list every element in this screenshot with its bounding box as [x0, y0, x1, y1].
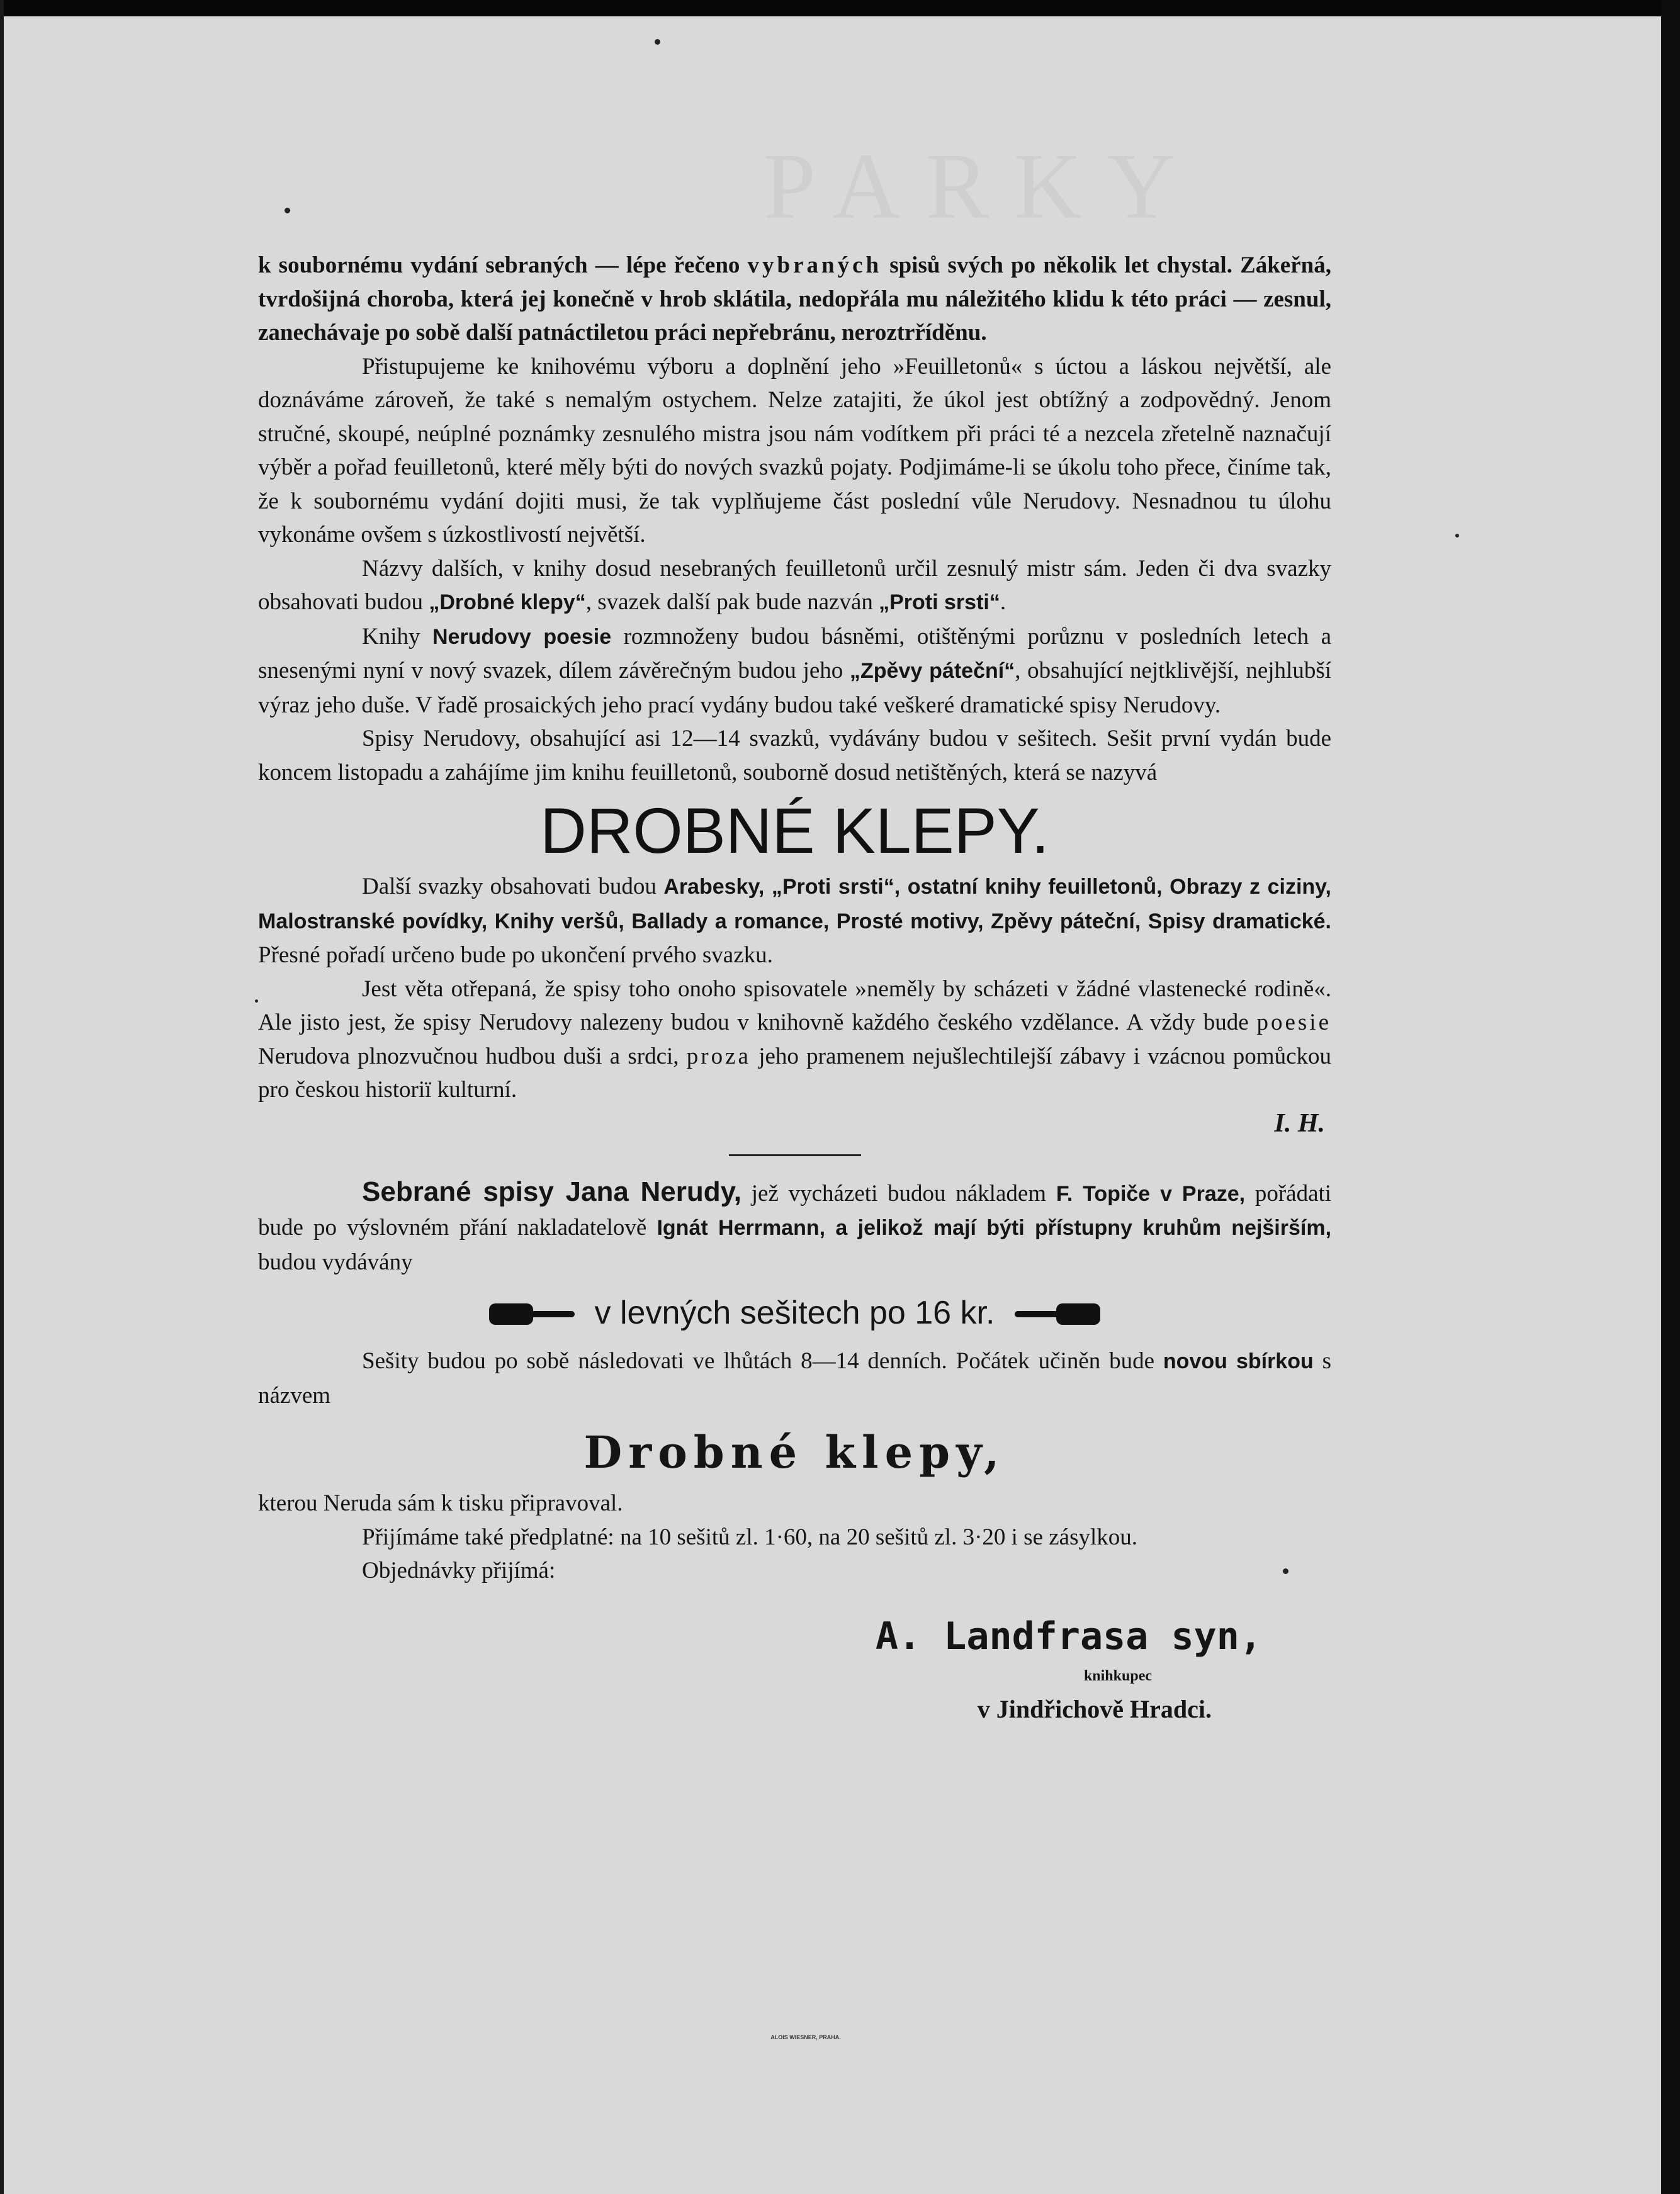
text-bold: novou sbírkou: [1163, 1349, 1314, 1373]
ink-speck: [655, 39, 660, 45]
text: , obsahující nejtklivější, nejhlubší výraz jeho duše. V řadě prosaických jeho prací vydány budou také veškeré dramatické spisy Nerudovy.: [258, 658, 1332, 718]
article-body: [258, 249, 1331, 1730]
book-title: „Zpěvy páteční“: [850, 659, 1015, 683]
text: Nerudova plnozvučnou hudbou duši a srdci,: [258, 1043, 679, 1069]
bleed-through-heading: PARKY: [763, 134, 1201, 239]
text: jež vycházeti budou nákladem: [751, 1180, 1047, 1207]
text: .: [1000, 589, 1006, 615]
paragraph-5: Spisy Nerudovy, obsahující asi 12—14 svazků, vydávány budou v sešitech. Sešit první vydán bude koncem listopadu a zahájíme jim knihu feuilletonů, souborně dosud netištěných, která se nazyvá: [258, 726, 1331, 785]
text: Sešity budou po sobě následovati ve lhůtách 8—14 denních. Počátek učiněn bude: [362, 1348, 1155, 1374]
paragraph-7: [258, 972, 1331, 1107]
paragraph-10: Přijímáme také předplatné: na 10 sešitů zl. 1·60, na 20 sešitů zl. 3·20 i se zásylkou.: [362, 1524, 1138, 1550]
divider-rule: [729, 1154, 861, 1156]
signature: I. H.: [1274, 1108, 1325, 1138]
book-title: Nerudovy poesie: [432, 624, 612, 649]
decorative-title: Drobné klepy,: [583, 1426, 1006, 1478]
publisher-city: v Jindřichově Hradci.: [977, 1694, 1212, 1723]
price-banner: [258, 1288, 1331, 1338]
text: pořádati bude po výslovném přání nakladatelově: [258, 1180, 1332, 1240]
spaced-word: proza: [686, 1043, 751, 1069]
paragraph-1: [258, 249, 1331, 350]
pointing-hand-icon: [1012, 1301, 1100, 1325]
text: rozmnoženy budou básněmi, otištěnými porůznu v posledních letech a snesenými nyní v nový svazek, dílem závěrečným budou jeho: [258, 623, 1332, 684]
publisher-name: A. Landfrasa syn,: [875, 1614, 1262, 1658]
text: spisů svých po několik let chystal. Zákeřná, tvrdošijná choroba, která jej konečně v hrob sklátila, nedopřála mu náležitého klidu k této práci — zesnul, zanechávaje po sobě další patnáctiletou práci nepřebránu, neroztrříděnu.: [258, 252, 1331, 346]
paragraph-3: [258, 552, 1331, 620]
paragraph-2: Přistupujeme ke knihovému výboru a doplnění jeho »Feuilletonů« s úctou a láskou největší, ale doznáváme zároveň, že také s nemalým ostychem. Nelze zatajiti, že úkol jest obtížný a zodpovědný. Jenom stručné, skoupé, neúplné poznámky zesnulého mistra jsou nám vodítkem při práci té a nezcela zřetelně naznačují výběr a pořad feuilletonů, které měly býti do nových svazků pojaty. Podjimáme-li se úkolu toho přece, činíme tak, že k soubornému vydání dojiti musi, že tak vyplňujeme část poslední vůle Nerudovy. Nesnadnou tu úlohu vykonáme ovšem s úzkostlivostí největší.: [258, 353, 1331, 548]
spaced-word: poesie: [1256, 1010, 1332, 1035]
volume-list: Arabesky, „Proti srsti“, ostatní knihy feuilletonů, Obrazy z ciziny, Malostranské povídky, Knihy veršů, Ballady a romance, Prosté motivy, Zpěvy páteční, Spisy dramatické.: [258, 875, 1332, 933]
paragraph-11: Objednávky přijímá:: [362, 1558, 556, 1584]
spaced-word: vybraných: [747, 252, 882, 278]
text: budou vydávány: [258, 1249, 413, 1275]
ad-paragraph: [258, 1175, 1331, 1280]
text: , svazek další pak bude nazván: [585, 589, 873, 615]
scan-border-right: [1661, 0, 1680, 2194]
pointing-hand-icon: [489, 1301, 577, 1325]
scan-border-left: [0, 0, 4, 2194]
scan-border-top: [0, 0, 1680, 16]
text: Jest věta otřepaná, že spisy toho onoho spisovatele »neměly by scházeti v žádné vlastenecké rodině«. Ale jisto jest, že spisy Nerudovy nalezeny budou v knihovně každého českého vzdělance. A vždy bude: [258, 976, 1331, 1035]
book-title: „Proti srsti“: [879, 590, 1000, 614]
text: Knihy: [362, 623, 420, 650]
ink-speck: [285, 208, 290, 213]
text-bold: Ignát Herrmann, a jelikož mají býti přístupny kruhům nejširším,: [657, 1216, 1332, 1240]
text: s názvem: [258, 1348, 1332, 1409]
publisher-trade: knihkupec: [1083, 1667, 1152, 1684]
paragraph-4: [258, 620, 1331, 723]
ad-headline: Sebrané spisy Jana Nerudy,: [362, 1176, 742, 1207]
price-text: v levných sešitech po 16 kr.: [594, 1295, 995, 1331]
text: k soubornému vydání sebraných — lépe řečeno: [258, 252, 740, 278]
text: Přesné pořadí určeno bude po ukončení prvého svazku.: [258, 942, 773, 968]
paragraph-9: kterou Neruda sám k tisku připravoval.: [258, 1490, 623, 1516]
text: jeho pramenem nejušlechtilejší zábavy i vzácnou pomůckou pro českou historiï kulturní.: [258, 1043, 1332, 1103]
ink-speck: [1455, 534, 1459, 537]
section-title: DROBNÉ KLEPY.: [540, 795, 1049, 867]
paragraph-6: [258, 870, 1331, 972]
text: Další svazky obsahovati budou: [362, 874, 657, 899]
text: Názvy dalších, v knihy dosud nesebraných feuilletonů určil zesnulý mistr sám. Jeden či dva svazky obsahovati budou: [258, 555, 1331, 615]
publisher-ref: F. Topiče v Praze,: [1056, 1181, 1246, 1206]
paragraph-8: [258, 1344, 1331, 1412]
book-title: „Drobné klepy“: [429, 590, 586, 614]
printer-imprint: ALOIS WIESNER, PRAHA.: [770, 2034, 841, 2040]
